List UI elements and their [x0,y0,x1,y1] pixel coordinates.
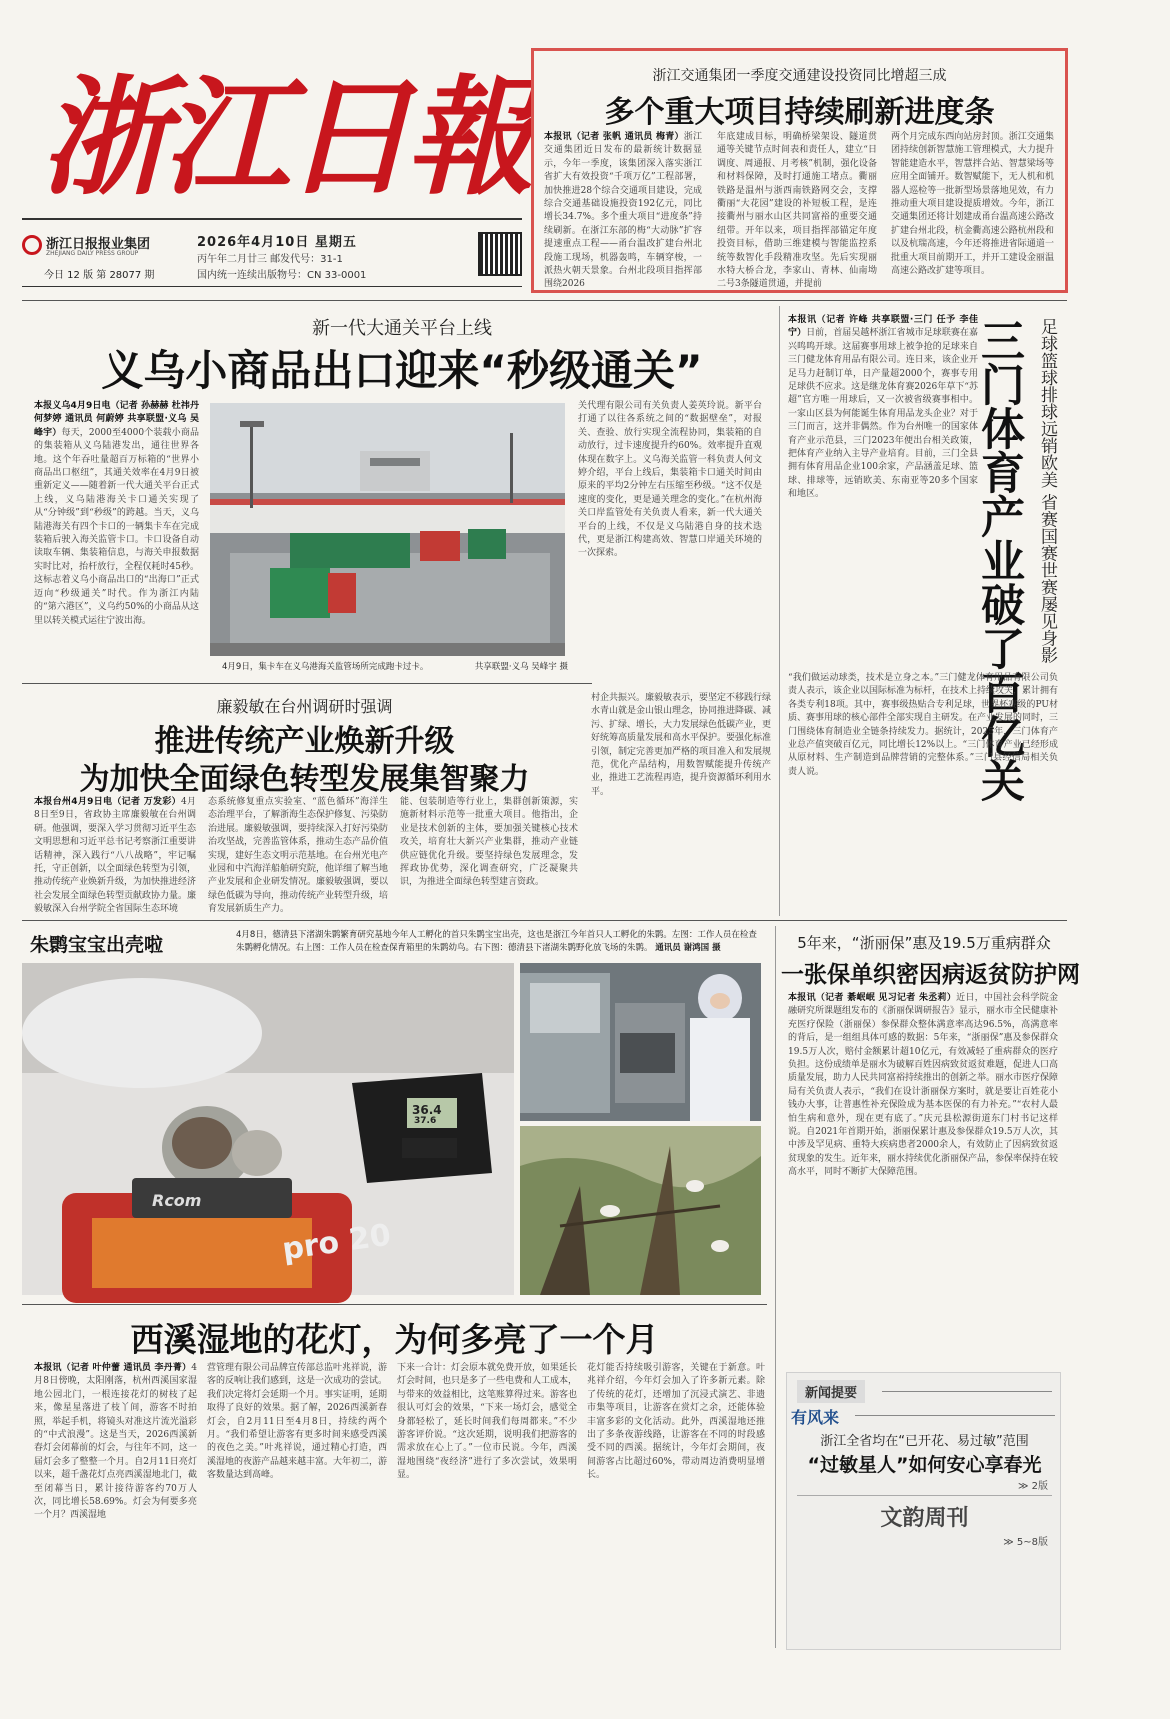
news-preview-box [786,1372,1061,1650]
news-preview-label: 新闻提要 [797,1380,865,1403]
ibis-label: 朱鹮宝宝出壳啦 [30,934,164,956]
lunar-date: 丙午年二月廿三 邮发代号：31-1 [197,254,343,265]
top-story-kicker: 浙江交通集团一季度交通建设投资同比增超三成 [652,68,947,84]
news-preview-headline[interactable]: “过敏星人”如何安心享春光 [807,1454,1042,1476]
issue-date: 2026年4月10日 星期五 [197,235,357,250]
lian-col-2: 态系统修复重点实验室、“蓝色循环”海洋生态治理平台，了解浙海生态保护修复、污染防治进展。廉毅敏强调，要持续深入打好污染防治攻坚战，完善监管体系，推动生态产品价值实现，建好生态文明示范基地。在台州光电产业园和中汽海洋船舶研究院，他详细了解当地产业发展和企业研发情况。廉毅敏强调，要以绿色低碳为导向，推动传统产业转型升级，培育发展新质生产力。 [208,797,389,915]
sanmen-col-1: 本报讯（记者 许峰 共享联盟·三门 任予 李佳宁）日前，首届吴越杯浙江省城市足球联赛在嘉兴鸣鸣开球。这届赛事用球上被争抢的足球来自三门健龙体育用品有限公司。连日来，该企业开足马力赶制订单，日产量超2000个，赛事专用足球供不应求。这是继龙体育赛2026年草下“苏超”官方唯一用球后，又一次被省级赛事相中。一家山区县为何能诞生体育用品龙头企业？对于三门而言，这并非偶然。作为台州唯一的国家体育产业示范县，三门2023年便出台相关政策，把体育产业纳入主导产业培育。目前，三门全县拥有体育用品企业100余家，产品涵盖足球、篮球、排球等，远销欧美、东南亚等20多个国家和地区。 [788,315,978,500]
top-story-box[interactable] [531,48,1068,293]
news-preview-summary: 浙江全省均在“已开花、易过敏”范围 [820,1434,1029,1449]
top-story-col-1: 本报讯（记者 张帆 通讯员 梅青）浙江交通集团近日发布的最新统计数据显示，今年一季度，该集团深入落实浙江省扩大有效投资“千项万亿”工程部署，加快推进28个综合交通项目建设，完成综合交通基础设施投资192亿元，同比增长34.7%。多个重大项目“进度条”持续刷新。在浙江东部的梅“大动脉”扩容提速重点工程——甬台温改扩建台州北段施工现场，机器轰鸣，车辆穿梭，一派热火朝天景象。台州北段项目指挥部围绕2026 [544,132,702,290]
edition-info: 今日 12 版 第 28077 期 [44,270,155,281]
ibis-lab-photo [520,963,761,1121]
sanmen-vertical-kicker: 足球篮球排球远销欧美 省赛国赛世赛屡见身影 [1037,318,1057,664]
weekly-supplement-title[interactable]: 文韵周刊 [880,1505,969,1531]
lian-col-1: 本报台州4月9日电（记者 万发彩）4月8日至9日，省政协主席廉毅敏在台州调研。他强调，要深入学习贯彻习近平生态文明思想和习近平总书记考察浙江重要讲话精神，深入践行“八八战略”，牢记嘱托，守正创新，以全面绿色转型为引领，推动传统产业焕新升级，为加快推进经济社会发展全面绿色转型贡献政协力量。廉毅敏深入台州学院全省国际生态环境 [34,797,197,915]
ibis-incubator-photo [22,963,514,1295]
zhelibao-headline: 一张保单织密因病返贫防护网 [781,962,1080,988]
qr-code-icon[interactable] [478,232,522,276]
lian-col-3: 能、包装制造等行业上，集群创新策源，实施新材料示范等一批重大项目。他指出，企业是技术创新的主体，要加强关键核心技术攻关，培育壮大新兴产业集群，推动产业链供应链优化升级。要坚持绿色发展理念，发挥政协优势，深化调查研究，广泛凝聚共识，为推进全面绿色转型建言资政。 [400,797,578,888]
masthead-title: 浙江日報 [40,63,529,213]
group-name: 浙江日报报业集团 [46,237,151,252]
xixi-col-3: 下来一合计：灯会原本就免费开放，如果延长灯会时间，也只是多了一些电费和人工成本，与带来的效益相比，这笔账算得过来。游客也很认可灯会的效果，“下来一场灯会，感觉全身都轻松了，延长时间我们每周都来。”不少游客评价说。“这次延期，说明我们把游客的需求放在心上了。”一位市民说。今年，西溪湿地围绕“夜经济”进行了多次尝试，效果明显。 [397,1363,578,1481]
xixi-col-2: 营管理有限公司品牌宣传部总监叶兆祥说，游客的反响让我们感到，这是一次成功的尝试。我们决定将灯会延期一个月。事实证明，延期取得了良好的效果。据了解，2026西溪新春灯会，自2月11日至4月8日，持续约两个月。“我们希望让游客有更多时间来感受西溪的夜色之美。”叶兆祥说，通过精心打造，西溪湿地的夜游产品越来越丰富。大年初二，游客数量达到高峰。 [207,1363,388,1481]
xixi-col-1: 本报讯（记者 叶仲蕾 通讯员 李丹菁）4月8日傍晚，太阳刚落，杭州西溪国家湿地公园北门，一根连接花灯的树枝了起来，像星星落进了枝丫间，游客不时拍照，举起手机，将镜头对准这片流光溢彩的“中式浪漫”。这是当天，2026西溪新春灯会闭幕前的灯会，与往年不同，这一届灯会多了整整一个月。自2月11日亮灯以来，超千盏花灯点亮西溪湿地北门，截至闭幕当日，累计接待游客约70万人次，同比增长58.69%。灯会为何要多亮一个月？西溪湿地 [34,1363,197,1521]
device-reading-1: 36.4 [412,1103,442,1117]
lian-col-4: 村企共振兴。廉毅敏表示，要坚定不移践行绿水青山就是金山银山理念，协同推进降碳、减污、扩绿、增长，大力发展绿色低碳产业，更好统筹高质量发展和高水平保护。要强化标准引领，制定完善更加严格的项目准入和发展规范，优化产品结构，用数智赋能提升传统产业，推进工艺流程再造，提升资源循环利用水平。 [591,693,772,797]
lian-kicker: 廉毅敏在台州调研时强调 [216,697,393,716]
lian-headline-1: 推进传统产业焕新升级 [154,724,455,759]
masthead [22,60,529,300]
yiwu-photo-credit: 共享联盟·义乌 吴峰宇 摄 [474,662,568,672]
yiwu-customs-photo [210,403,565,656]
group-name-en: ZHEJIANG DAILY PRESS GROUP [46,250,139,257]
top-story-col-2: 年底建成目标，明确桥梁架设、隧道贯通等关键节点时间表和责任人，建立“日调度、周通报、月考核”机制，强化设备和材料保障，及时打通施工堵点。衢丽铁路是温州与浙西南铁路网交会，支撑衢丽“大花园”建设的补短板工程，是连接衢州与丽水山区共同富裕的重要交通纽带。开年以来，项目指挥部锚定年度投资目标，借助三维建模与智能监控系统等数智化手段精准攻坚。先后实现丽水特大桥合龙，李家山、青林、仙南坳二号3条隧道贯通，并提前 [717,132,877,290]
chevron-right-icon: ≫ [1003,1537,1017,1548]
ibis-caption: 4月8日，德清县下渚湖朱鹮繁育研究基地今年人工孵化的首只朱鹮宝宝出壳，这也是浙江今年首只人工孵化的朱鹮。左图：工作人员在检查朱鹮孵化情况。右上图：工作人员在检查保育箱里的朱鹮幼鸟。右下图：德清县下渚湖朱鹮野化放飞场的朱鹮。 通讯员 谢鸿国 摄 [236,930,757,953]
news-preview-page-1[interactable]: ≫ 2版 [1017,1481,1048,1492]
lian-headline-2: 为加快全面绿色转型发展集智聚力 [79,762,530,797]
device-brand: Rcom [152,1191,202,1210]
yiwu-photo-caption: 4月9日，集卡车在义乌港海关监管场所完成跑卡过卡。 [222,662,429,672]
yiwu-headline: 义乌小商品出口迎来“秒级通关” [101,346,703,395]
device-model: pro 20 [280,1217,393,1268]
xixi-headline: 西溪湿地的花灯，为何多亮了一个月 [130,1320,659,1359]
zhelibao-body: 本报讯（记者 綦岷岷 见习记者 朱丞莉）近日，中国社会科学院金融研究所课题组发布的《浙丽保调研报告》显示，丽水市全民健康补充医疗保险（浙丽保）参保群众整体满意率高达96.5%，高满意率的背后，是一组组具体可感的数据：5年来，“浙丽保”惠及参保群众19.5万人次，赔付金额累计超10亿元，有效减轻了重病群众的医疗负担。这份成绩单是丽水为破解百姓因病致贫返贫难题，促进人口高质量发展，助力人民共同富裕持续推出的创新之举。丽水市医疗保障局有关负责人表示，“我们在设计浙丽保方案时，就是要让百姓花小钱办大事，让普惠性补充保险成为基本医保的有力补充。”“农村人最怕生病和意外，现在更有底了。”庆元县松源街道东门村书记这样说。自2021年首期开始，浙丽保累计惠及参保群众19.5万人次，其中涉及罕见病、重特大疾病患者2000余人，有效防止了因病致贫返贫现象的发生。近年来，丽水持续优化浙丽保产品，参保率保持在较高水平，同时不断扩大保障范围。 [788,993,1059,1178]
news-preview-page-2[interactable]: ≫ 5~8版 [1003,1537,1048,1548]
xixi-col-4: 花灯能否持续吸引游客，关键在于新意。叶兆祥介绍，今年灯会加入了许多新元素。除了传统的花灯，还增加了沉浸式演艺、非遗市集等项目，让游客在赏灯之余，还能体验丰富多彩的文化活动。此外，西溪湿地还推出了多条夜游线路，让游客在不同的时段感受不同的西溪。据统计，今年灯会期间，夜间游客占比超过60%，带动周边消费明显增长。 [587,1363,765,1481]
group-logo-icon [22,235,42,255]
yiwu-col-1: 本报义乌4月9日电（记者 孙赫赫 杜祎丹 何梦婷 通讯员 何蔚婷 共享联盟·义乌 吴峰宇）每天，2000至4000个装载小商品的集装箱从义乌陆港发出，通往世界各地。这个年吞吐量超百万标箱的“世界小商品出口枢纽”，其通关效率在4月9日被重新定义——随着新一代大通关平台正式上线，义乌陆港海关卡口通关实现了从“分钟级”到“秒级”的跨越。当天，义乌陆港海关有四个卡口的一辆集卡车在完成装箱后驶入海关监管卡口。卡口设备自动读取车辆、集装箱信息，与海关申报数据实时比对，抬杆放行，全程仅耗时45秒。这标志着义乌小商品出口的“出海口”正式迈向“秒级通关”时代。作为浙江内陆的“第六港区”，义乌约50%的小商品从这里以转关模式运往宁波出海。 [34,401,199,626]
chevron-right-icon: ≫ [1017,1481,1032,1492]
ibis-wild-photo [520,1126,761,1295]
top-story-col-3: 两个月完成东西向站房封顶。浙江交通集团持续创新智慧施工管理模式，大力提升智能建造水平，智慧拌合站、智慧梁场等应用全面铺开。数智赋能下，无人机和机器人巡检等一批新型场景落地见效，有力推动重大项目建设提质增效。今年，浙江交通集团还将计划建成甬台温高速公路改扩建台州北段，杭金衢高速公路杭州段和以及杭瑞高速，今年还将推进省际通道一批重大项目前期开工，并开工建设金丽温高速公路改扩建等项目。 [891,132,1054,277]
news-preview-tag: 有风来 [791,1408,840,1427]
sanmen-vertical-headline: 三门体育产业破了百亿关 [973,318,1024,802]
zhelibao-kicker: 5年来，“浙丽保”惠及19.5万重病群众 [797,934,1051,952]
cn-number: 国内统一连续出版物号：CN 33-0001 [197,270,367,281]
yiwu-kicker: 新一代大通关平台上线 [312,318,492,339]
device-reading-2: 37.6 [414,1116,437,1126]
sanmen-col-2: “我们做运动球类，技术是立身之本。”三门健龙体育用品有限公司负责人表示，该企业以国际标准为标杆，在技术上持续攻关，累计拥有各类专利18项。其中，赛事级热贴合专利足球，世界杯赛级的PU材质、赛事用球的核心部件全部实现自主研发。在产业发展的同时，三门围绕体育制造业全链条持续发力。据统计，2025年，三门体育产业总产值突破百亿元，同比增长12%以上。“三门体育产业已经形成从原材料、生产制造到品牌营销的完整体系。”三门县经信局相关负责人说。 [788,673,1059,777]
top-story-headline: 多个重大项目持续刷新进度条 [604,95,995,130]
yiwu-col-2: 关代理有限公司有关负责人姜英玲说。新平台打通了以往各系统之间的“数据壁垒”，对报关、查验、放行实现全流程协同，集装箱的自动放行，过卡速度提升约60%。效率提升直观体现在数字上。义乌海关监管一科负责人何文婷介绍，平台上线后，集装箱卡口通关时间由原来的平均2分钟左右压缩至秒级。“这不仅是速度的变化，更是通关理念的变化。”在杭州海关口岸监管处有关负责人看来，新一代大通关平台的上线，不仅是义乌陆港自身的技术迭代，更是浙江构建高效、智慧口岸通关环境的一次探索。 [578,401,762,559]
